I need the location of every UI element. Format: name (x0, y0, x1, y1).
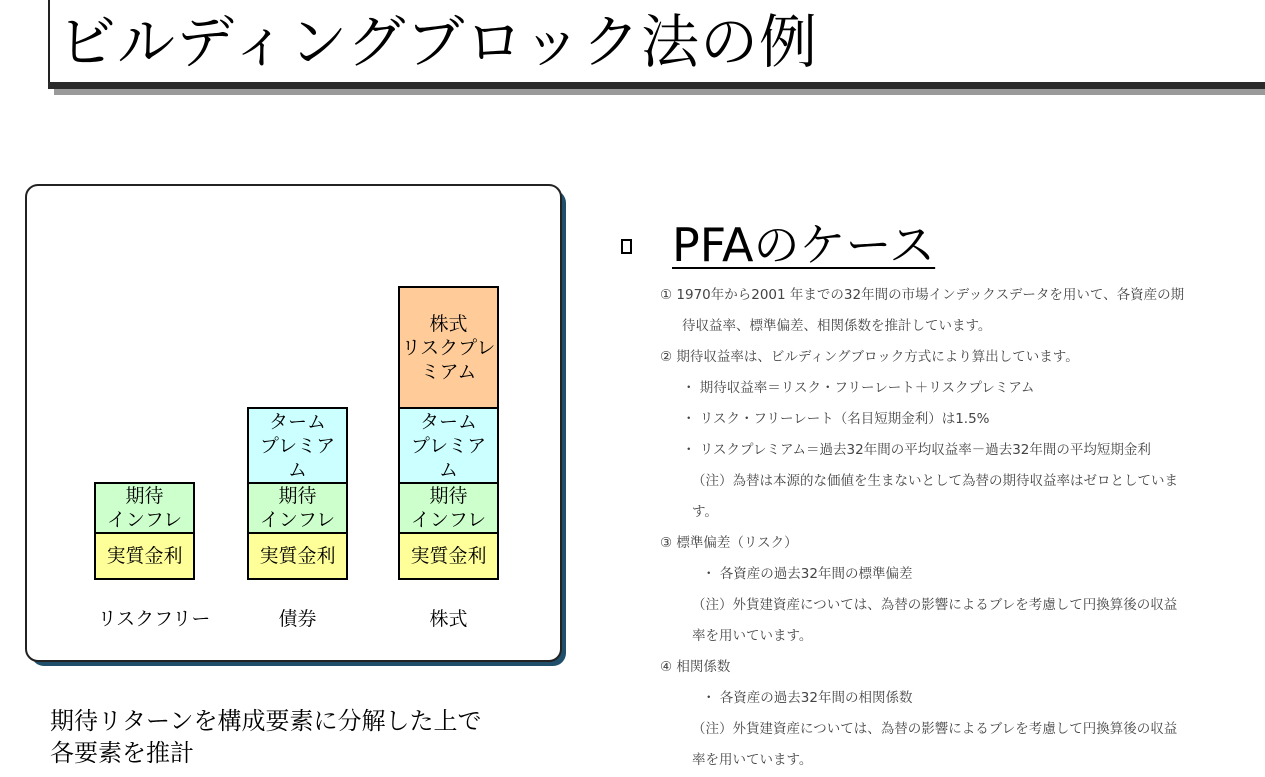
block-label: 実質金利 (410, 545, 487, 567)
pfa-line-3: ② 期待収益率は、ビルディングブロック方式により算出しています。 (660, 349, 1079, 365)
equity-term-premium-block (398, 407, 499, 484)
block-label: 期待 インフレ (410, 485, 487, 531)
equity-risk-premium-block (398, 286, 499, 409)
block-label: 株式 リスクプレ ミアム (401, 312, 496, 383)
pfa-line-2: 待収益率、標準偏差、相関係数を推計しています。 (682, 318, 992, 334)
pfa-line-15: （注）外貨建資産については、為替の影響によるブレを考慮して円換算後の収益 (692, 721, 1178, 737)
block-label: ターム プレミア ム (410, 410, 487, 481)
riskfree-real-rate-block (94, 532, 195, 580)
pfa-line-4: ・ 期待収益率＝リスク・フリーレート＋リスクプレミアム (682, 380, 1035, 396)
block-label: 実質金利 (259, 545, 336, 567)
block-label: 期待 インフレ (259, 485, 336, 531)
pfa-description (660, 280, 1260, 776)
pfa-line-14: ・ 各資産の過去32年間の相関係数 (702, 690, 913, 706)
title-underline-shadow (54, 89, 1265, 95)
pfa-line-5: ・ リスク・フリーレート（名目短期金利）は1.5% (682, 411, 990, 427)
equity-inflation-block (398, 482, 499, 534)
slide-caption: 期待リターンを構成要素に分解した上で 各要素を推計 (50, 707, 482, 767)
block-label: 期待 インフレ (106, 485, 183, 531)
pfa-line-9: ③ 標準偏差（リスク） (660, 535, 798, 551)
pfa-line-8: す。 (692, 504, 718, 520)
block-label: ターム プレミア ム (259, 410, 336, 481)
bond-real-rate-block (247, 532, 348, 580)
riskfree-inflation-block (94, 482, 195, 534)
block-label: 実質金利 (106, 545, 183, 567)
pfa-line-16: 率を用いています。 (692, 752, 813, 768)
square-bullet-icon (621, 239, 632, 254)
pfa-line-6: ・ リスクプレミアム＝過去32年間の平均収益率－過去32年間の平均短期金利 (682, 442, 1151, 458)
pfa-line-13: ④ 相関係数 (660, 659, 731, 675)
pfa-line-12: 率を用いています。 (692, 628, 813, 644)
pfa-line-1: ① 1970年から2001 年までの32年間の市場インデックスデータを用いて、各資産の期 (660, 287, 1185, 303)
equity-real-rate-block (398, 532, 499, 580)
pfa-line-7: （注）為替は本源的な価値を生まないとして為替の期待収益率はゼロとしていま (692, 473, 1178, 489)
column-label-bond: 債券 (278, 608, 317, 630)
slide-title: ビルディングブロック法の例 (58, 8, 819, 76)
bond-term-premium-block (247, 407, 348, 484)
pfa-line-11: （注）外貨建資産については、為替の影響によるブレを考慮して円換算後の収益 (692, 597, 1178, 613)
bond-inflation-block (247, 482, 348, 534)
pfa-line-10: ・ 各資産の過去32年間の標準偏差 (702, 566, 913, 582)
title-left-rule (48, 0, 50, 84)
pfa-heading: PFAのケース (672, 218, 936, 272)
title-underline-bar (48, 82, 1265, 89)
column-label-riskfree: リスクフリー (97, 608, 211, 630)
column-label-equity: 株式 (429, 608, 468, 630)
